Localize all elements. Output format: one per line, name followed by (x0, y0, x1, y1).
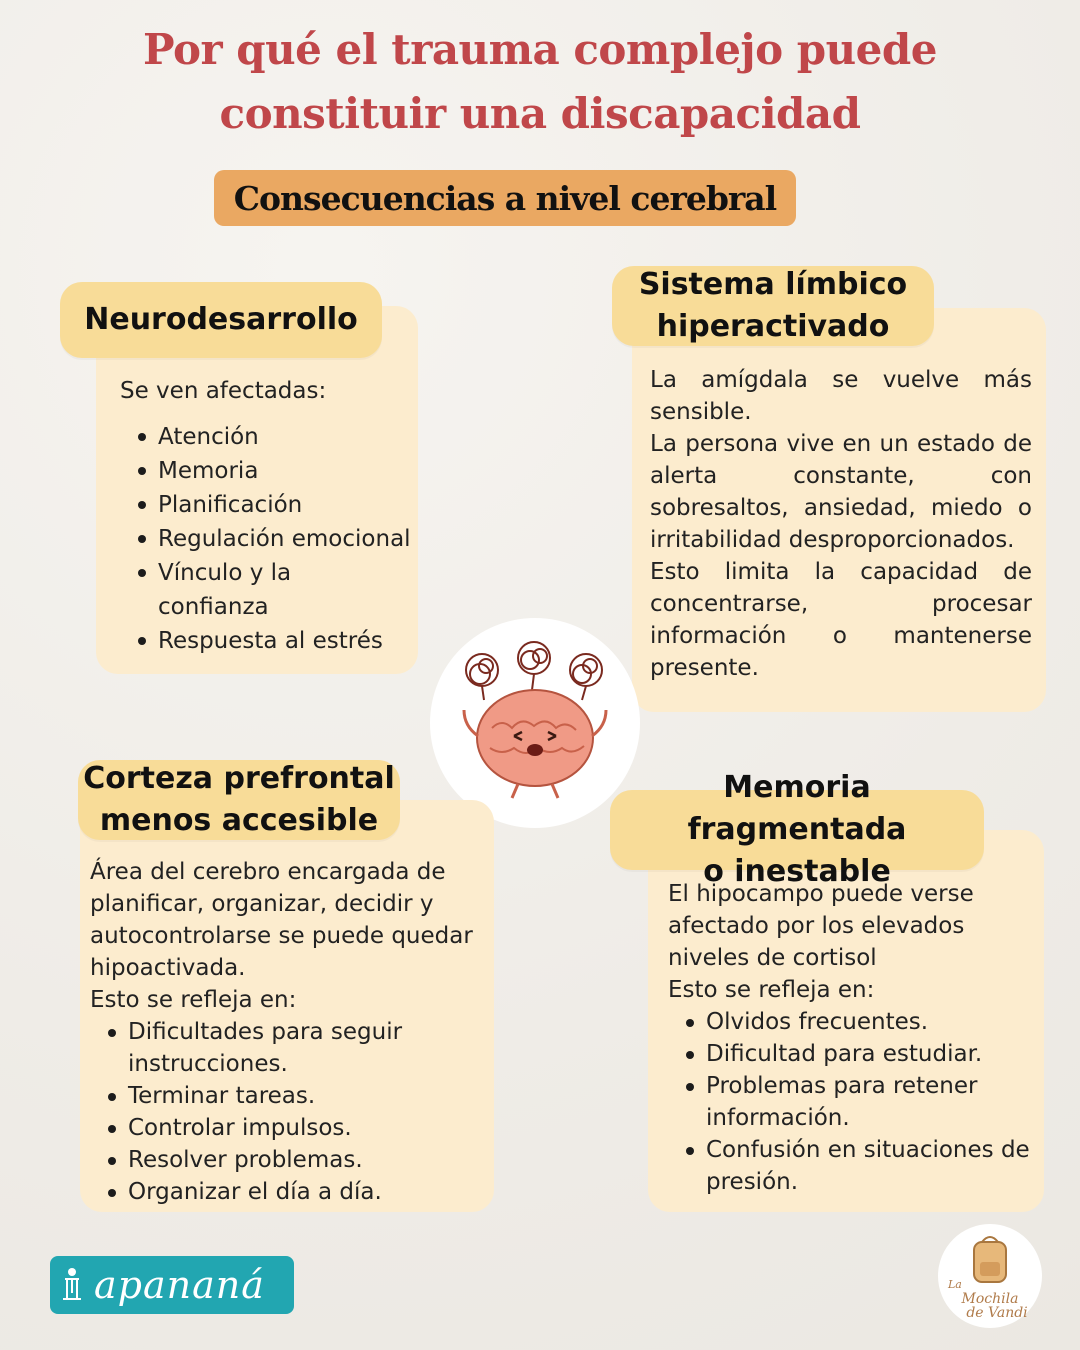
page-title-line-1: Por qué el trauma complejo puede (143, 25, 937, 74)
list-item: Atención (136, 420, 420, 454)
list-item: Resolver problemas. (106, 1144, 480, 1176)
mochila-wordmark (938, 1278, 1042, 1320)
list-item: Controlar impulsos. (106, 1112, 480, 1144)
page-title (0, 18, 1080, 146)
list-item: Dificultad para estudiar. (684, 1038, 1046, 1070)
list-item: Memoria (136, 454, 420, 488)
prefrontal-heading-line-2: menos accesible (99, 803, 379, 838)
apanana-logo (50, 1256, 294, 1314)
list-item: Organizar el día a día. (106, 1176, 480, 1208)
list-item: Problemas para retener información. (684, 1070, 996, 1134)
memoria-paragraph-2: Esto se refleja en: (668, 977, 875, 1003)
list-item: Regulación emocional (136, 522, 420, 556)
prefrontal-paragraph-1: Área del cerebro encargada de planificar, organizar, decidir y autocontrolarse se puede quedar hipoactivada. (90, 859, 473, 981)
list-item: Dificultades para seguir instrucciones. (106, 1016, 480, 1080)
prefrontal-body (90, 856, 480, 1208)
neurodesarrollo-intro: Se ven afectadas: (120, 378, 327, 404)
prefrontal-heading-line-1: Corteza prefrontal (83, 761, 395, 796)
mochila-word-2: Mochila (961, 1291, 1019, 1307)
prefrontal-paragraph-2: Esto se refleja en: (90, 987, 297, 1013)
list-item: Olvidos frecuentes. (684, 1006, 1046, 1038)
list-item: Confusión en situaciones de presión. (684, 1134, 1046, 1198)
limbico-paragraph-3: Esto limita la capacidad de concentrarse, procesar información o mantenerse presente. (650, 559, 1032, 681)
neurodesarrollo-list (136, 420, 420, 658)
limbico-paragraph-1: La amígdala se vuelve más sensible. (650, 367, 1032, 425)
mochila-word-3: de Vandi (966, 1305, 1028, 1321)
neurodesarrollo-body (120, 374, 420, 658)
limbico-heading-line-2: hiperactivado (656, 309, 890, 344)
prefrontal-list (106, 1016, 480, 1208)
page-title-line-2: constituir una discapacidad (219, 89, 861, 138)
limbico-body (650, 364, 1032, 684)
section-subtitle (214, 170, 796, 226)
tab-limbico (612, 266, 934, 346)
memoria-heading-line-2: o inestable (703, 854, 891, 889)
brain-illustration (430, 618, 640, 828)
tab-memoria (610, 770, 984, 889)
list-item: Terminar tareas. (106, 1080, 480, 1112)
list-item: Vínculo y la confianza (136, 556, 308, 624)
neurodesarrollo-heading: Neurodesarrollo (84, 302, 358, 337)
tab-prefrontal (78, 760, 400, 840)
tab-neurodesarrollo (60, 282, 382, 358)
mochila-logo (938, 1224, 1042, 1328)
limbico-heading-line-1: Sistema límbico (638, 267, 908, 302)
memoria-list (684, 1006, 1046, 1198)
stressed-brain-icon (430, 618, 640, 828)
mochila-word-1: La (948, 1278, 962, 1291)
memoria-paragraph-1: El hipocampo puede verse afectado por los elevados niveles de cortisol (668, 881, 974, 971)
list-item: Respuesta al estrés (136, 624, 420, 658)
apanana-logo-icon (50, 1256, 94, 1314)
section-subtitle-text: Consecuencias a nivel cerebral (233, 178, 777, 218)
list-item: Planificación (136, 488, 420, 522)
memoria-heading-line-1: Memoria fragmentada (687, 770, 907, 847)
limbico-paragraph-2: La persona vive en un estado de alerta constante, con sobresaltos, ansiedad, miedo o irritabilidad desproporcionados. (650, 431, 1032, 553)
apanana-wordmark: apananá (94, 1263, 265, 1307)
memoria-body (668, 878, 1046, 1198)
